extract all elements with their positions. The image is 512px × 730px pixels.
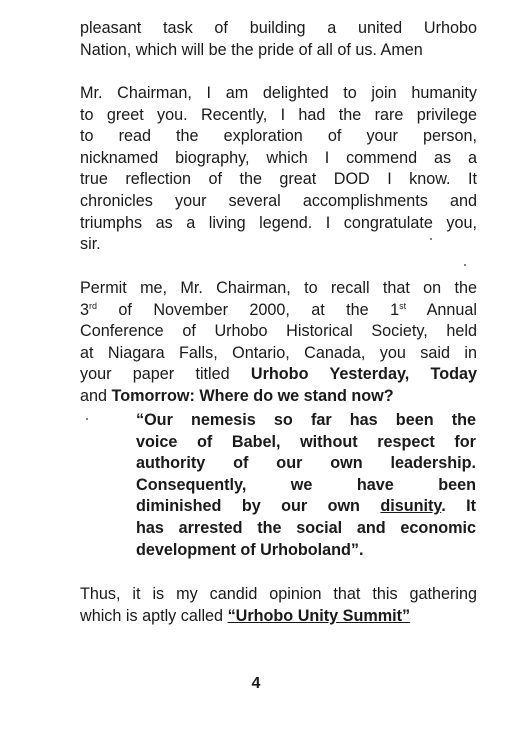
paper-title: Urhobo Yesterday, Today [250,365,477,384]
text-line: 3rd of November 2000, at the 1st Annual [80,300,477,319]
quote-line: Consequently, we have been [136,475,476,494]
text-line: pleasant task of building a united Urhobo [80,19,477,37]
quote-line: development of Urhoboland”. [136,540,364,559]
paper-title-cont: Tomorrow: Where do we stand now? [111,386,394,405]
text-line: triumphs as a living legend. I congratulate you, [80,213,477,232]
quote-line: “Our nemesis so far has been the [136,411,476,429]
quote-line: authority of our own leadership. [136,454,476,473]
text-line: your paper titled Urhobo Yesterday, Today [80,365,477,384]
summit-name: “Urhobo Unity Summit” [227,606,411,625]
quote-line: diminished by our own disunity. It [136,497,476,516]
text-line: to read the exploration of your person, [80,127,477,146]
text-line: sir. [80,235,101,254]
quote-line: has arrested the social and economic [136,518,476,537]
underlined-word: disunity [380,497,442,516]
text-line: Conference of Urhobo Historical Society, held [80,322,477,341]
scan-speck [430,238,432,240]
scan-speck [464,264,466,266]
text-line: Nation, which will be the pride of all of us. Amen [80,40,423,59]
page-number: 4 [251,675,261,692]
block-quote [136,410,476,561]
text-line: and Tomorrow: Where do we stand now? [80,386,394,405]
text-line: to greet you. Recently, I had the rare privilege [80,105,477,124]
paragraph-opinion [80,584,477,627]
paragraph-recall [80,278,477,408]
text-line: Permit me, Mr. Chairman, to recall that on the [80,279,477,297]
text-line: nicknamed biography, which I commend as a [80,148,477,167]
paragraph-greeting [80,83,477,256]
text-line: Thus, it is my candid opinion that this gathering [80,585,477,603]
text-line: chronicles your several accomplishments and [80,191,477,210]
text-line: Mr. Chairman, I am delighted to join humanity [80,84,477,102]
text-line: which is aptly called “Urhobo Unity Summit” [80,606,411,625]
text-line: at Niagara Falls, Ontario, Canada, you said in [80,343,477,362]
quote-line: voice of Babel, without respect for [136,432,476,451]
scan-speck [86,418,88,420]
paragraph-closing [80,18,477,61]
text-line: true reflection of the great DOD I know. It [80,170,477,189]
